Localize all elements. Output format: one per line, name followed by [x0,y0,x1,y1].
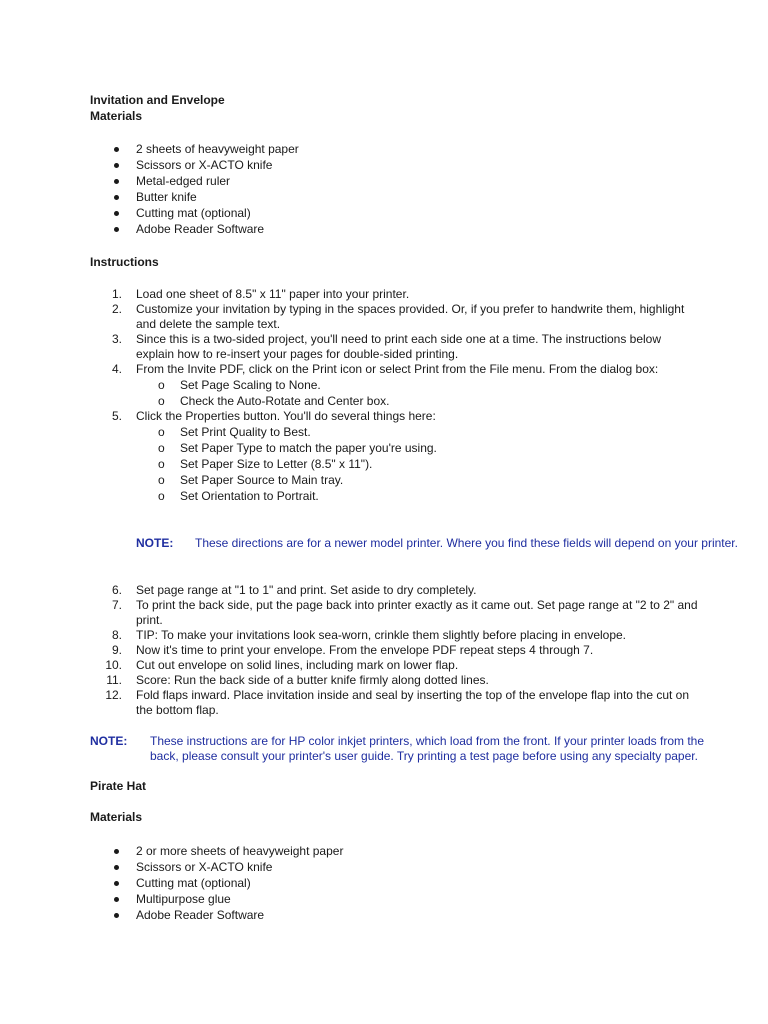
instruction-step: 10. Cut out envelope on solid lines, including mark on lower flap. [105,658,459,672]
bullet-icon [114,849,119,854]
list-item: Adobe Reader Software [90,221,299,237]
instruction-step: 3. Since this is a two-sided project, you'll need to print each side one at a time. The instructions below explain how to re-insert your pages for double-sided printing. [111,332,662,361]
note-callout [90,734,720,764]
instruction-step: 2. Customize your invitation by typing in the spaces provided. Or, if you prefer to handwrite them, highlight and delete the sample text. [111,302,685,331]
note-callout [136,536,760,551]
sub-step: o Set Page Scaling to None. [158,378,321,392]
note-label: NOTE: [136,536,174,550]
sub-step: o Set Orientation to Portrait. [158,489,319,503]
list-item: Butter knife [90,189,299,205]
bullet-icon [114,881,119,886]
note-text: These directions are for a newer model printer. Where you find these fields will depend on your printer. [195,536,738,550]
instruction-step: 7. To print the back side, put the page back into printer exactly as it came out. Set page range at "2 to 2" and print. [111,598,698,627]
list-item: Adobe Reader Software [90,907,343,923]
list-item: Cutting mat (optional) [90,205,299,221]
materials-list [90,843,343,923]
bullet-icon [114,163,119,168]
list-item: Scissors or X-ACTO knife [90,157,299,173]
sub-step: o Set Paper Size to Letter (8.5" x 11"). [158,457,373,471]
bullet-icon [114,195,119,200]
materials-heading: Materials [90,109,143,123]
instruction-step: 4. From the Invite PDF, click on the Print icon or select Print from the File menu. From the dialog box: [111,362,659,376]
instruction-step: 9. Now it's time to print your envelope. From the envelope PDF repeat steps 4 through 7. [111,643,594,657]
instructions-heading: Instructions [90,255,159,269]
bullet-icon [114,211,119,216]
list-item: Multipurpose glue [90,891,343,907]
list-item: 2 or more sheets of heavyweight paper [90,843,343,859]
bullet-icon [114,913,119,918]
sub-step: o Set Paper Type to match the paper you're using. [158,441,437,455]
instructions-list-a [90,287,700,504]
sub-step: o Set Paper Source to Main tray. [158,473,344,487]
materials-list [90,141,299,237]
note-text: These instructions are for HP color inkjet printers, which load from the front. If your printer loads from the back, please consult your printer's user guide. Try printing a test page before using any specialty paper. [150,734,705,763]
bullet-icon [114,147,119,152]
instruction-step: 1. Load one sheet of 8.5" x 11" paper into your printer. [111,287,410,301]
bullet-icon [114,897,119,902]
instruction-step: 6. Set page range at "1 to 1" and print. Set aside to dry completely. [111,583,477,597]
section-title: Pirate Hat [90,779,147,793]
list-item: 2 sheets of heavyweight paper [90,141,299,157]
list-item: Scissors or X-ACTO knife [90,859,343,875]
bullet-icon [114,179,119,184]
instruction-step: 11. Score: Run the back side of a butter knife firmly along dotted lines. [106,673,489,687]
instruction-step: 5. Click the Properties button. You'll do several things here: [111,409,436,423]
bullet-icon [114,865,119,870]
instruction-step: 8. TIP: To make your invitations look sea-worn, crinkle them slightly before placing in envelope. [111,628,627,642]
sub-step: o Set Print Quality to Best. [158,425,311,439]
sub-step: o Check the Auto-Rotate and Center box. [158,394,390,408]
instruction-step: 12. Fold flaps inward. Place invitation inside and seal by inserting the top of the envelope flap into the cut on the bottom flap. [105,688,690,717]
bullet-icon [114,227,119,232]
list-item: Cutting mat (optional) [90,875,343,891]
instructions-list-b [90,583,700,718]
note-label: NOTE: [90,734,128,748]
materials-heading: Materials [90,810,143,824]
section-title: Invitation and Envelope [90,93,225,107]
list-item: Metal-edged ruler [90,173,299,189]
